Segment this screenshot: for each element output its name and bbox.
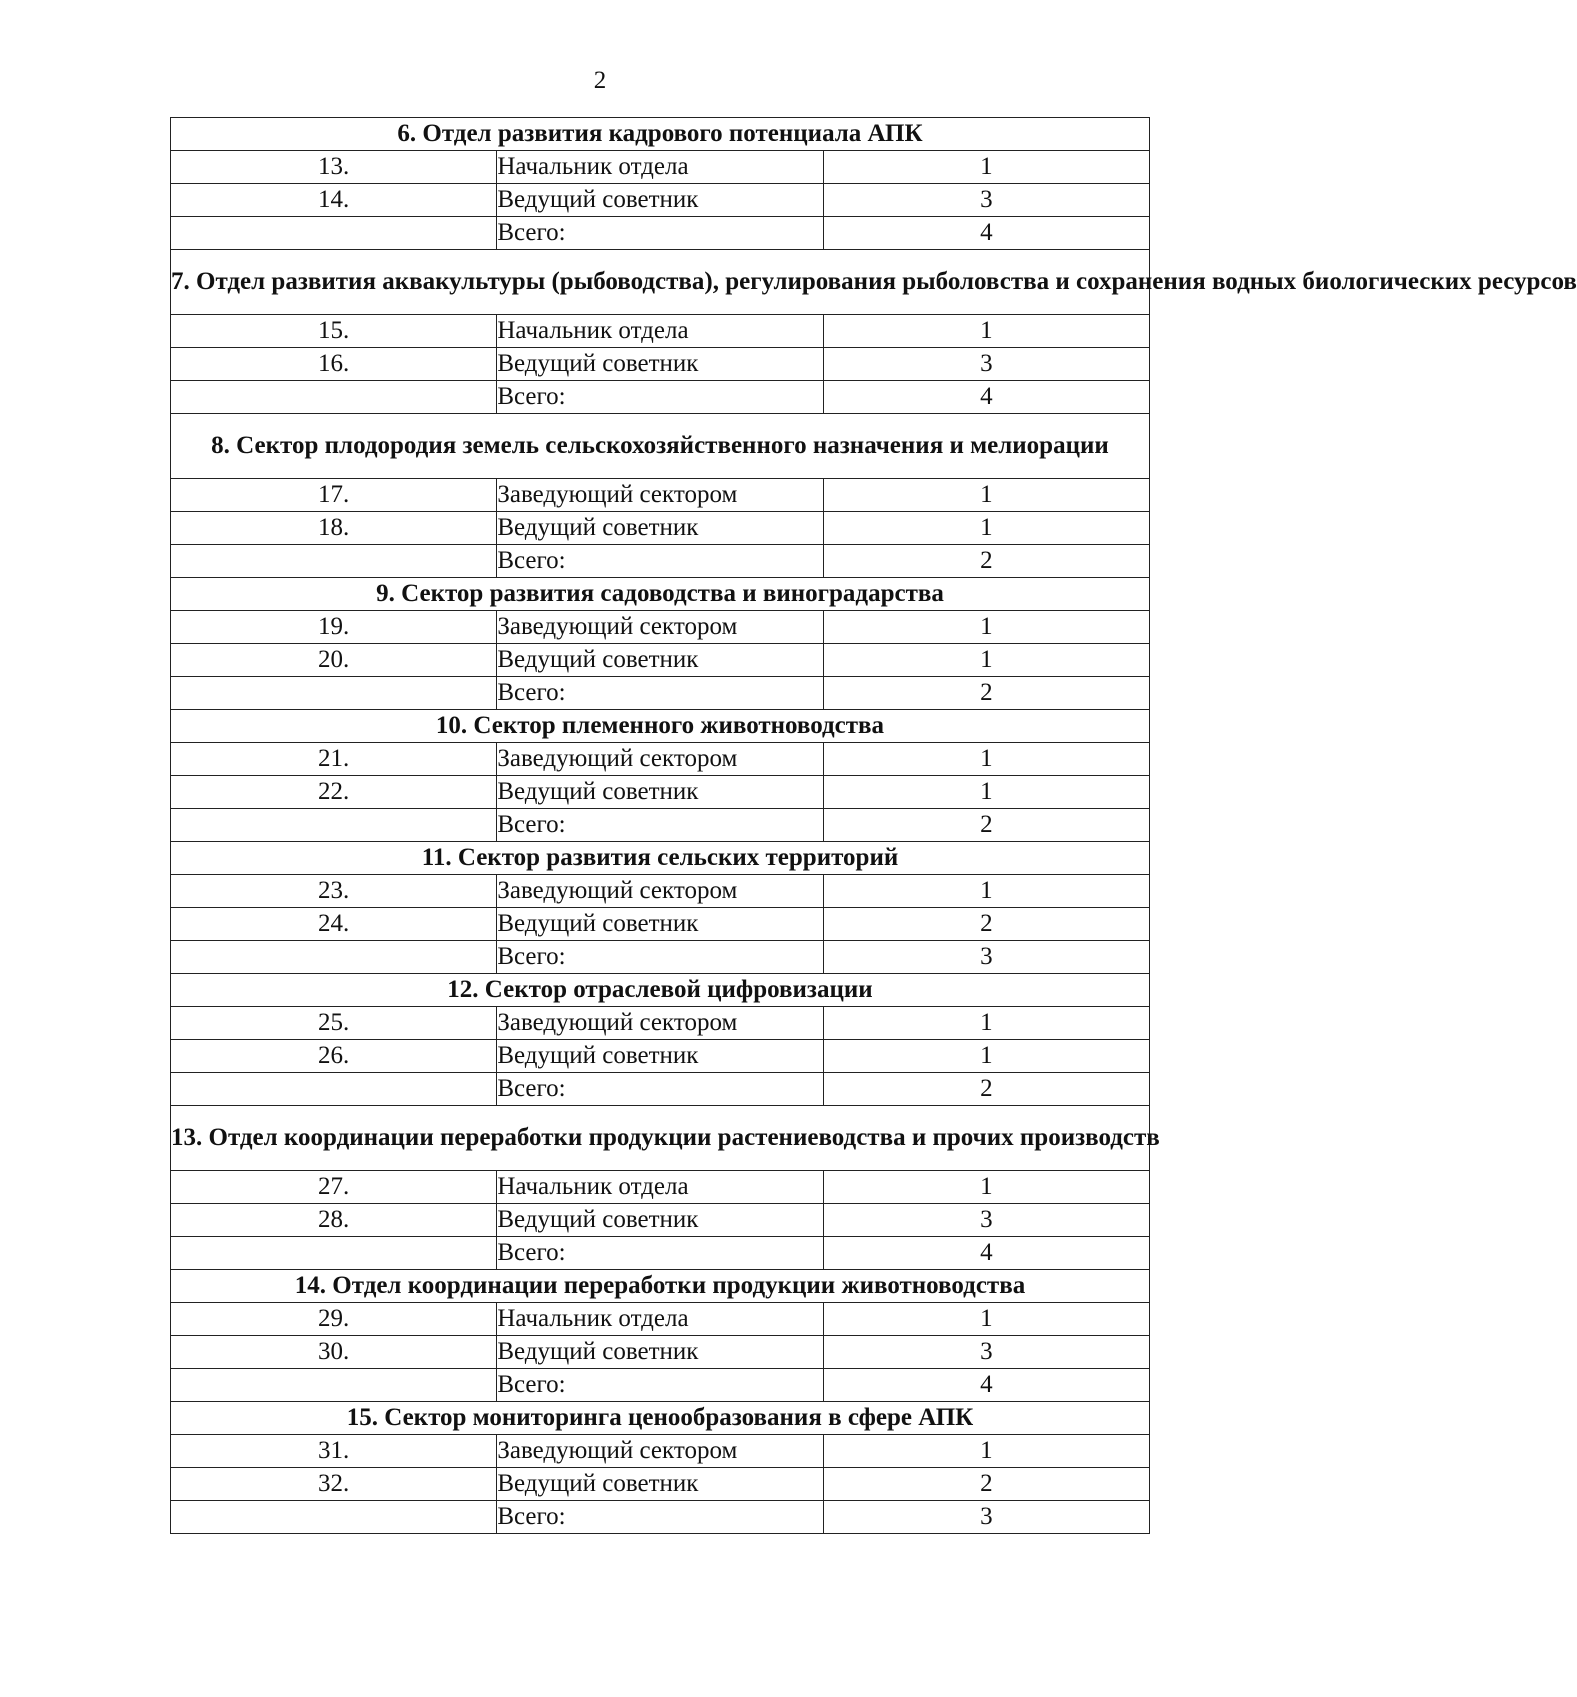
position-name: Ведущий советник (497, 908, 823, 941)
position-count: 1 (823, 151, 1149, 184)
position-name: Начальник отдела (497, 1171, 823, 1204)
total-row (171, 677, 1150, 710)
row-number (171, 1073, 497, 1106)
row-number: 23. (171, 875, 497, 908)
section-title: 15. Сектор мониторинга ценообразования в сфере АПК (171, 1402, 1150, 1435)
table-row (171, 1040, 1150, 1073)
position-count: 1 (823, 512, 1149, 545)
position-count: 2 (823, 1468, 1149, 1501)
section-header-row (171, 250, 1150, 315)
position-name: Начальник отдела (497, 1303, 823, 1336)
table-row (171, 644, 1150, 677)
total-label: Всего: (497, 1073, 823, 1106)
total-label: Всего: (497, 545, 823, 578)
total-label: Всего: (497, 941, 823, 974)
total-count: 4 (823, 217, 1149, 250)
position-count: 3 (823, 348, 1149, 381)
position-count: 3 (823, 1204, 1149, 1237)
section-title: 11. Сектор развития сельских территорий (171, 842, 1150, 875)
position-name: Начальник отдела (497, 151, 823, 184)
position-name: Заведующий сектором (497, 1435, 823, 1468)
position-name: Заведующий сектором (497, 743, 823, 776)
total-count: 2 (823, 1073, 1149, 1106)
table-row (171, 1468, 1150, 1501)
table-row (171, 908, 1150, 941)
row-number: 15. (171, 315, 497, 348)
section-header-row (171, 414, 1150, 479)
position-name: Ведущий советник (497, 348, 823, 381)
total-row (171, 809, 1150, 842)
row-number (171, 1501, 497, 1534)
section-header-row (171, 1270, 1150, 1303)
total-count: 4 (823, 1237, 1149, 1270)
position-count: 1 (823, 644, 1149, 677)
total-count: 4 (823, 1369, 1149, 1402)
position-count: 1 (823, 1040, 1149, 1073)
position-count: 1 (823, 315, 1149, 348)
total-label: Всего: (497, 381, 823, 414)
total-label: Всего: (497, 1369, 823, 1402)
position-name: Ведущий советник (497, 1468, 823, 1501)
total-count: 2 (823, 677, 1149, 710)
position-count: 1 (823, 1007, 1149, 1040)
table-row (171, 1007, 1150, 1040)
section-header-row (171, 1106, 1150, 1171)
total-label: Всего: (497, 809, 823, 842)
total-label: Всего: (497, 677, 823, 710)
row-number: 29. (171, 1303, 497, 1336)
section-title: 7. Отдел развития аквакультуры (рыбоводства), регулирования рыболовства и сохранения водных биологических ресурсов (171, 250, 1150, 315)
row-number: 19. (171, 611, 497, 644)
position-name: Ведущий советник (497, 644, 823, 677)
row-number: 18. (171, 512, 497, 545)
section-title: 6. Отдел развития кадрового потенциала АПК (171, 118, 1150, 151)
section-title: 10. Сектор племенного животноводства (171, 710, 1150, 743)
position-name: Заведующий сектором (497, 479, 823, 512)
staffing-table (170, 117, 1577, 1534)
position-count: 1 (823, 1171, 1149, 1204)
position-name: Ведущий советник (497, 512, 823, 545)
table-row (171, 184, 1150, 217)
total-count: 3 (823, 1501, 1149, 1534)
row-number: 31. (171, 1435, 497, 1468)
position-count: 2 (823, 908, 1149, 941)
table-row (171, 1303, 1150, 1336)
total-count: 3 (823, 941, 1149, 974)
row-number: 28. (171, 1204, 497, 1237)
row-number: 26. (171, 1040, 497, 1073)
table-row (171, 875, 1150, 908)
row-number (171, 677, 497, 710)
section-title: 12. Сектор отраслевой цифровизации (171, 974, 1150, 1007)
row-number: 30. (171, 1336, 497, 1369)
row-number (171, 1369, 497, 1402)
table-row (171, 611, 1150, 644)
section-title: 14. Отдел координации переработки продукции животноводства (171, 1270, 1150, 1303)
section-header-row (171, 710, 1150, 743)
total-row (171, 1073, 1150, 1106)
section-title: 13. Отдел координации переработки продукции растениеводства и прочих производств (171, 1106, 1150, 1171)
position-count: 3 (823, 184, 1149, 217)
table-row (171, 512, 1150, 545)
row-number: 21. (171, 743, 497, 776)
total-label: Всего: (497, 217, 823, 250)
position-name: Ведущий советник (497, 184, 823, 217)
table-row (171, 348, 1150, 381)
position-count: 1 (823, 1435, 1149, 1468)
row-number: 24. (171, 908, 497, 941)
position-name: Ведущий советник (497, 776, 823, 809)
page-number: 2 (593, 67, 607, 94)
table-row (171, 1435, 1150, 1468)
table-row (171, 479, 1150, 512)
row-number: 27. (171, 1171, 497, 1204)
total-count: 2 (823, 809, 1149, 842)
table-row (171, 315, 1150, 348)
position-count: 3 (823, 1336, 1149, 1369)
row-number (171, 809, 497, 842)
total-row (171, 545, 1150, 578)
row-number (171, 941, 497, 974)
section-header-row (171, 842, 1150, 875)
row-number: 25. (171, 1007, 497, 1040)
total-count: 2 (823, 545, 1149, 578)
position-name: Заведующий сектором (497, 875, 823, 908)
section-header-row (171, 974, 1150, 1007)
table-row (171, 1204, 1150, 1237)
position-count: 1 (823, 743, 1149, 776)
section-title: 8. Сектор плодородия земель сельскохозяйственного назначения и мелиорации (171, 414, 1150, 479)
position-count: 1 (823, 479, 1149, 512)
total-row (171, 1501, 1150, 1534)
row-number (171, 217, 497, 250)
row-number: 17. (171, 479, 497, 512)
row-number (171, 381, 497, 414)
total-label: Всего: (497, 1237, 823, 1270)
section-header-row (171, 118, 1150, 151)
position-count: 1 (823, 1303, 1149, 1336)
row-number: 14. (171, 184, 497, 217)
table-row (171, 776, 1150, 809)
total-row (171, 941, 1150, 974)
section-header-row (171, 578, 1150, 611)
row-number: 32. (171, 1468, 497, 1501)
total-count: 4 (823, 381, 1149, 414)
position-name: Ведущий советник (497, 1204, 823, 1237)
position-name: Ведущий советник (497, 1336, 823, 1369)
position-name: Заведующий сектором (497, 611, 823, 644)
table-row (171, 1171, 1150, 1204)
position-count: 1 (823, 776, 1149, 809)
total-row (171, 381, 1150, 414)
row-number: 20. (171, 644, 497, 677)
table-row (171, 743, 1150, 776)
total-label: Всего: (497, 1501, 823, 1534)
table-row (171, 1336, 1150, 1369)
section-title: 9. Сектор развития садоводства и виноградарства (171, 578, 1150, 611)
row-number: 16. (171, 348, 497, 381)
position-name: Ведущий советник (497, 1040, 823, 1073)
row-number: 13. (171, 151, 497, 184)
section-header-row (171, 1402, 1150, 1435)
row-number (171, 545, 497, 578)
total-row (171, 1369, 1150, 1402)
table-row (171, 151, 1150, 184)
position-count: 1 (823, 875, 1149, 908)
position-name: Заведующий сектором (497, 1007, 823, 1040)
total-row (171, 1237, 1150, 1270)
row-number (171, 1237, 497, 1270)
position-name: Начальник отдела (497, 315, 823, 348)
row-number: 22. (171, 776, 497, 809)
position-count: 1 (823, 611, 1149, 644)
total-row (171, 217, 1150, 250)
